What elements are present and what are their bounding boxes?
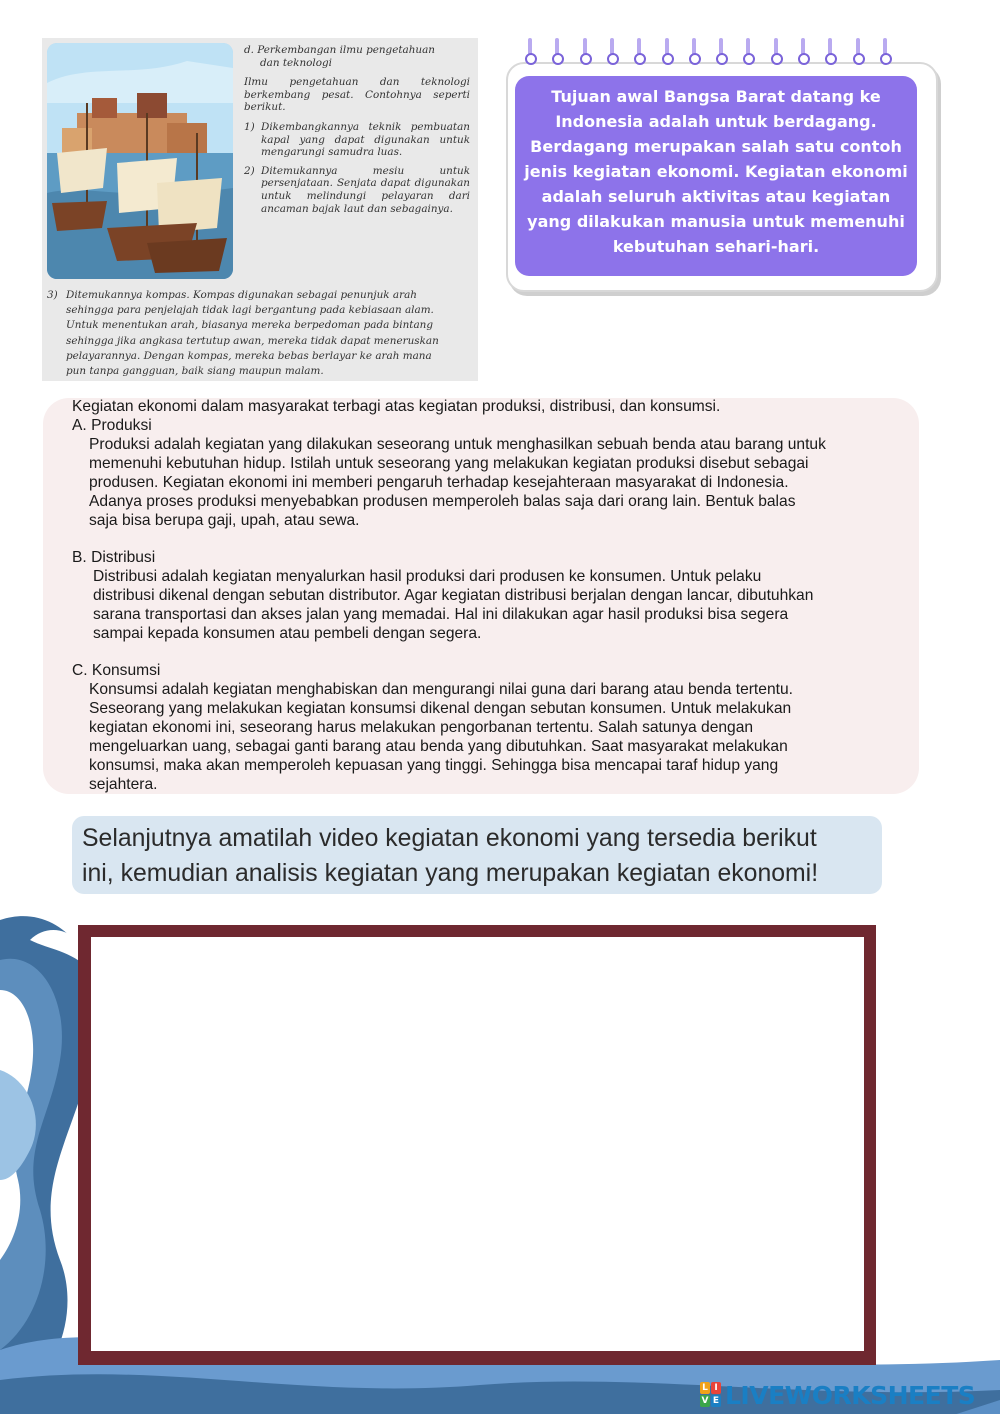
economy-text bbox=[72, 397, 932, 794]
section-title-line2: dan teknologi bbox=[260, 56, 332, 69]
instruction-text bbox=[82, 821, 872, 891]
distribusi-heading: B. Distribusi bbox=[72, 549, 156, 566]
body-line: produsen. Kegiatan ekonomi ini memberi pengaruh terhadap kesejahteraan masyarakat di Indonesia. bbox=[89, 474, 789, 491]
item-text: Dikembangkannya teknik pembuatan kapal yang dapat digunakan untuk mengarungi samudra luas. bbox=[261, 120, 470, 159]
binder-ring-icon bbox=[771, 38, 781, 68]
body-line: sejahtera. bbox=[89, 776, 158, 793]
notebook-rings bbox=[525, 38, 905, 70]
logo-letter: I bbox=[711, 1382, 721, 1394]
note-line: adalah seluruh aktivitas atau kegiatan bbox=[541, 187, 891, 206]
body-line: Distribusi adalah kegiatan menyalurkan hasil produksi dari produsen ke konsumen. Untuk pelaku bbox=[93, 568, 762, 585]
produksi-body bbox=[72, 435, 932, 530]
item3-line6: pun tanpa gangguan, baik siang maupun malam. bbox=[66, 365, 324, 378]
item-number: 2) bbox=[244, 164, 255, 177]
instruction-line1: Selanjutnya amatilah video kegiatan ekonomi yang tersedia berikut bbox=[82, 825, 817, 852]
konsumsi-heading: C. Konsumsi bbox=[72, 662, 161, 679]
body-line: mengeluarkan uang, sebagai ganti barang atau benda yang dibutuhkan. Saat masyarakat melakukan bbox=[89, 738, 788, 755]
notebook-note bbox=[506, 62, 938, 292]
liveworksheets-wordmark: LIVEWORKSHEETS bbox=[725, 1380, 976, 1410]
textbook-side-text bbox=[244, 44, 470, 221]
binder-ring-icon bbox=[634, 38, 644, 68]
instruction-box bbox=[72, 816, 882, 894]
note-text bbox=[515, 84, 917, 259]
binder-ring-icon bbox=[716, 38, 726, 68]
note-line: Berdagang merupakan salah satu contoh bbox=[530, 137, 902, 156]
ships-illustration bbox=[47, 43, 233, 279]
binder-ring-icon bbox=[853, 38, 863, 68]
item3-line5: pelayarannya. Dengan kompas, mereka bebas berlayar ke arah mana bbox=[66, 349, 432, 362]
body-line: Adanya proses produksi menyebabkan produsen memperoleh balas saja dari orang lain. Bentuk balas bbox=[89, 493, 796, 510]
distribusi-body bbox=[72, 567, 932, 643]
liveworksheets-brand[interactable] bbox=[700, 1378, 996, 1412]
logo-letter: L bbox=[700, 1382, 710, 1394]
item3-line2: sehingga para penjelajah tidak lagi bergantung pada kebiasaan alam. bbox=[66, 304, 434, 317]
logo-letter: E bbox=[712, 1396, 720, 1406]
note-line: jenis kegiatan ekonomi. Kegiatan ekonomi bbox=[524, 162, 908, 181]
item3-line1: Ditemukannya kompas. Kompas digunakan sebagai penunjuk arah bbox=[66, 289, 417, 301]
binder-ring-icon bbox=[552, 38, 562, 68]
section-title-line1: d. Perkembangan ilmu pengetahuan bbox=[244, 44, 436, 56]
section-intro: Ilmu pengetahuan dan teknologi berkembang pesat. Contohnya seperti berikut. bbox=[244, 76, 470, 114]
body-line: konsumsi, maka akan memperoleh kepuasan yang tinggi. Sehingga bisa mencapai taraf hidup yang bbox=[89, 757, 779, 774]
binder-ring-icon bbox=[825, 38, 835, 68]
economy-intro: Kegiatan ekonomi dalam masyarakat terbagi atas kegiatan produksi, distribusi, dan konsumsi. bbox=[72, 398, 721, 415]
list-item bbox=[244, 165, 470, 215]
produksi-heading: A. Produksi bbox=[72, 417, 152, 434]
body-line: Produksi adalah kegiatan yang dilakukan seseorang untuk menghasilkan sebuah benda atau barang untuk bbox=[89, 436, 826, 453]
binder-ring-icon bbox=[880, 38, 890, 68]
binder-ring-icon bbox=[580, 38, 590, 68]
item3-line4: sehingga jika angkasa tertutup awan, mereka tidak dapat meneruskan bbox=[66, 334, 439, 347]
note-line: Tujuan awal Bangsa Barat datang ke bbox=[551, 87, 881, 106]
konsumsi-body bbox=[72, 680, 932, 794]
binder-ring-icon bbox=[662, 38, 672, 68]
item-text: Ditemukannya mesiu untuk persenjataan. Senjata dapat digunakan untuk melindungi pelayaran dari ancaman bajak laut dan sebagainya. bbox=[261, 164, 470, 215]
textbook-excerpt bbox=[42, 38, 478, 381]
binder-ring-icon bbox=[525, 38, 535, 68]
note-line: yang dilakukan manusia untuk memenuhi bbox=[527, 212, 905, 231]
body-line: memenuhi kebutuhan hidup. Istilah untuk seseorang yang melakukan kegiatan produksi disebut sebagai bbox=[89, 455, 809, 472]
body-line: sarana transportasi dan akses jalan yang memadai. Hal ini dilakukan agar hasil produksi bisa segera bbox=[93, 606, 789, 623]
body-line: sampai kepada konsumen atau pembeli dengan segera. bbox=[93, 625, 482, 642]
liveworksheets-logo-icon bbox=[700, 1382, 722, 1408]
video-player[interactable] bbox=[91, 937, 864, 1351]
body-line: kegiatan ekonomi ini, seseorang harus melakukan pengorbanan tertentu. Salah satunya dengan bbox=[89, 719, 754, 736]
binder-ring-icon bbox=[607, 38, 617, 68]
note-box bbox=[515, 76, 917, 276]
instruction-line2: ini, kemudian analisis kegiatan yang merupakan kegiatan ekonomi! bbox=[82, 860, 819, 887]
body-line: saja bisa berupa gaji, upah, atau sewa. bbox=[89, 512, 360, 529]
item3-line3: Untuk menentukan arah, biasanya mereka berpedoman pada bintang bbox=[66, 319, 434, 332]
logo-letter: V bbox=[701, 1396, 709, 1406]
item-number: 1) bbox=[244, 120, 255, 133]
item-number: 3) bbox=[47, 289, 58, 301]
body-line: Seseorang yang melakukan kegiatan konsumsi dikenal dengan sebutan konsumen. Untuk melakukan bbox=[89, 700, 792, 717]
body-line: Konsumsi adalah kegiatan menghabiskan dan mengurangi nilai guna dari barang atau benda tertentu. bbox=[89, 681, 793, 698]
binder-ring-icon bbox=[798, 38, 808, 68]
textbook-bottom-text bbox=[47, 288, 471, 379]
binder-ring-icon bbox=[689, 38, 699, 68]
body-line: distribusi dikenal dengan sebutan distributor. Agar kegiatan distribusi berjalan dengan lancar, dibutuhkan bbox=[93, 587, 814, 604]
note-line: Indonesia adalah untuk berdagang. bbox=[555, 112, 877, 131]
note-line: kebutuhan sehari-hari. bbox=[612, 237, 820, 256]
video-frame bbox=[78, 925, 876, 1365]
binder-ring-icon bbox=[743, 38, 753, 68]
list-item bbox=[244, 121, 470, 159]
